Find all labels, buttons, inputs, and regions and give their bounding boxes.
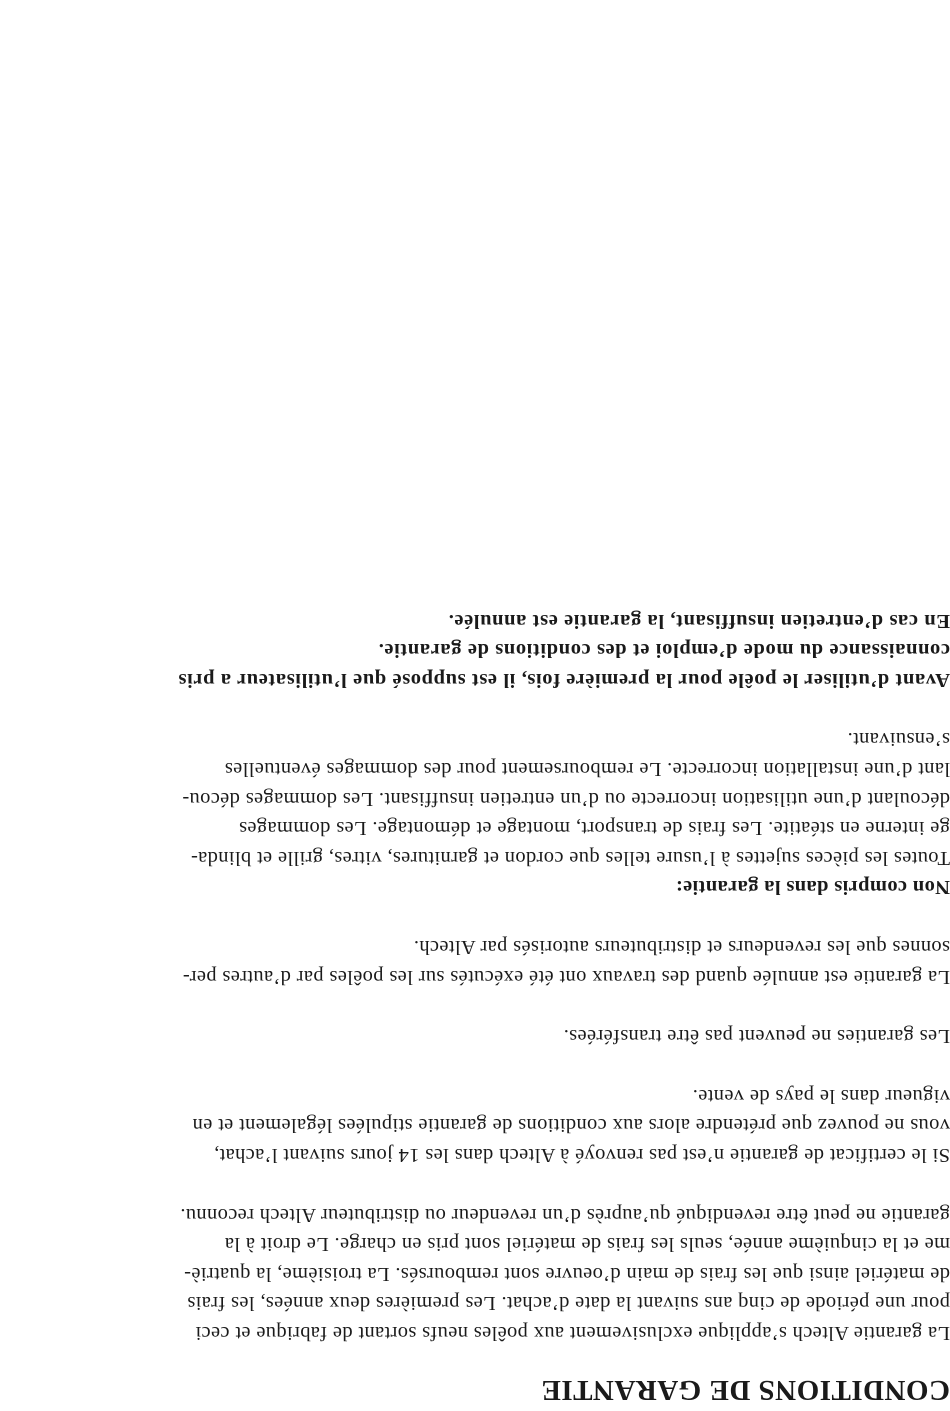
text-line: de matériel ainsi que les frais de main d’oeuvre sont remboursés. La troisième, la quatriè-: [183, 1262, 950, 1285]
document-content: [0, 575, 950, 1407]
text-line: s’ensuivant.: [847, 728, 950, 751]
paragraph-annulment: [0, 931, 950, 990]
text-line: sonnes que les revendeurs et distributeurs autorisés par Altech.: [413, 936, 950, 959]
text-line: vigueur dans le pays de vente.: [692, 1084, 950, 1107]
text-line: Les garanties ne peuvent pas être transférées.: [563, 1025, 950, 1048]
warning-block: [0, 605, 950, 694]
text-line: La garantie Altech s’applique exclusivement aux poêles neufs sortant de fabrique et ceci: [195, 1322, 950, 1344]
paragraph-warranty-period: [0, 1199, 950, 1347]
paragraph-transfer: [0, 1021, 950, 1051]
paragraph-certificate: [0, 1080, 950, 1169]
text-line: découlant d’une utilisation incorrecte ou d’un entretien insuffisant. Les dommages décou-: [182, 787, 950, 810]
text-line: La garantie est annulée quand des travaux ont été exécutés sur les poêles par d’autres per-: [182, 965, 950, 988]
warning-line: connaissance du mode d’emploi et des conditions de garantie.: [378, 639, 950, 662]
section-not-included: [0, 724, 950, 902]
document-title: CONDITIONS DE GARANTIE: [540, 1374, 950, 1406]
not-included-heading: Non compris dans la garantie:: [675, 876, 950, 899]
text-line: me et la cinquième année, seuls les frais de matériel sont pris en charge. Le droit à la: [224, 1233, 950, 1256]
text-line: Toutes les pièces sujettes à l’usure telles que cordon et garnitures, vitres, grille et blinda-: [190, 846, 950, 869]
text-line: Si le certificat de garantie n’est pas renvoyé à Altech dans les 14 jours suivant l’achat,: [213, 1144, 950, 1167]
warning-line: Avant d’utiliser le poêle pour la première fois, il est supposé que l’utilisateur a pris: [177, 668, 950, 691]
text-line: pour une période de cinq ans suivant la date d’achat. Les premières deux années, les frais: [187, 1292, 950, 1315]
text-line: vous ne pouvez que prétendre alors aux conditions de garantie stipulées légalement et en: [192, 1114, 950, 1137]
text-line: ge interne en stéatite. Les frais de transport, montage et démontage. Les dommages: [238, 817, 950, 840]
warning-line: En cas d’entretien insuffisant, la garantie est annulée.: [448, 609, 950, 632]
text-line: garantie ne peut être revendiqué qu’auprès d’un revendeur ou distributeur Altech reconnu.: [180, 1203, 950, 1226]
text-line: lant d’une installation incorrecte. Le remboursement pour des dommages éventuelles: [224, 758, 950, 781]
